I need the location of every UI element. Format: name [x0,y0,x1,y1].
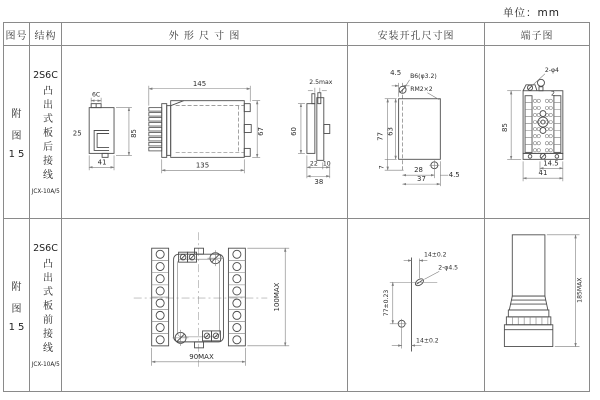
fig-no-cell-row1 [4,46,30,219]
dim-label: 14±0.2 [416,337,439,345]
front-view-dimensions [152,248,290,366]
outline-drawing-front-wiring [62,219,347,391]
dim-label: 77 [376,132,385,141]
thread-spec-label: RM2×2 [410,85,433,93]
dim-label: 38 [314,178,324,187]
column-header-structure: 结构 [30,23,62,46]
fig-number: 15 [8,321,28,333]
structure-type-code: JCX-10A/5 [31,187,60,195]
terminal-contacts [533,99,552,152]
thread-hole-label: B6(φ3.2) [410,72,437,80]
terminal-block [523,79,563,159]
column-header-outline: 外 形 尺 寸 图 [62,23,348,46]
fig-char: 附 [11,108,22,120]
dim-label: 100MAX [273,282,282,312]
structure-model-code: 2S6C [33,242,58,254]
mounting-hole-drawing-rear [348,46,484,218]
terminal-number: 2 [550,90,555,98]
dim-label: 41 [97,158,107,167]
wiring-screw-pair-bottom [203,331,221,341]
terminal-diagram-rear [485,46,589,218]
fig-char: 图 [11,130,22,142]
dim-label: 77±0.23 [382,289,390,317]
dim-label: 60 [289,127,298,136]
column-header-fig-no: 图号 [4,23,30,46]
dim-label: 7 [378,165,386,170]
dim-label: 2.5max [309,78,333,86]
hole-callout-label: 2-φ4.5 [438,264,459,272]
rear-panel-view [290,79,333,186]
terminal-diagram-front [485,219,589,391]
dim-label: 22 [309,160,318,168]
case-screw-top-right [207,250,223,266]
dim-label: 63 [386,127,395,136]
relay-side-view [504,235,552,347]
side-profile-view [73,92,138,171]
mounting-panel [399,83,441,175]
mounting-hole-drawing-front [348,219,484,391]
column-header-mounting: 安装开孔尺寸图 [348,23,485,46]
fig-char: 附 [11,281,22,293]
structure-cell-row1 [30,46,62,219]
dim-label: 85 [129,129,138,138]
dim-label: 145 [192,79,207,88]
structure-type-code: JCX-10A/5 [31,360,60,368]
dim-label: 41 [538,169,548,178]
dim-label: 25 [72,129,82,138]
mounting-dimensions [377,69,460,186]
structure-description: 凸出式板前接线 [40,257,52,356]
outline-cell-row2 [62,219,348,391]
fig-char: 图 [11,303,22,315]
structure-cell-row2 [30,219,62,391]
terminal-cell-row1 [485,46,589,219]
dim-label: 90MAX [189,352,214,361]
dim-label: 6C [92,91,101,99]
case-screw-bottom-left [173,330,189,346]
dim-label: 135 [195,161,210,170]
dim-label: 185MAX [576,277,584,303]
mounting-dimensions [383,252,458,349]
column-header-terminal: 端子图 [485,23,589,46]
dim-label: 28 [414,166,423,175]
fig-no-cell-row2 [4,219,30,391]
wiring-screw-pair-top [179,252,197,262]
dim-label: 4.5 [390,68,402,77]
structure-description: 凸出式板后接线 [40,84,52,183]
fig-number: 15 [8,148,28,160]
spec-table [3,22,590,392]
dim-label: 14±0.2 [423,251,447,259]
unit-label: 单位：mm [503,7,560,19]
mounting-cell-row1 [348,46,485,219]
dim-label: 14.5 [543,159,559,168]
outline-cell-row1 [62,46,348,219]
dim-label: 37 [417,175,426,184]
dim-label: 10 [322,160,331,168]
dim-label: 67 [257,127,266,136]
dim-label: 4.5 [448,171,460,180]
mounting-cell-row2 [348,219,485,391]
hole-callout-label: 2-φ4 [544,66,559,74]
structure-model-code: 2S6C [33,69,58,81]
outline-drawing-rear-wiring [62,46,347,218]
main-side-view [149,80,265,173]
front-view [134,232,268,367]
dim-label: 85 [501,123,510,132]
terminal-cell-row2 [485,219,589,391]
